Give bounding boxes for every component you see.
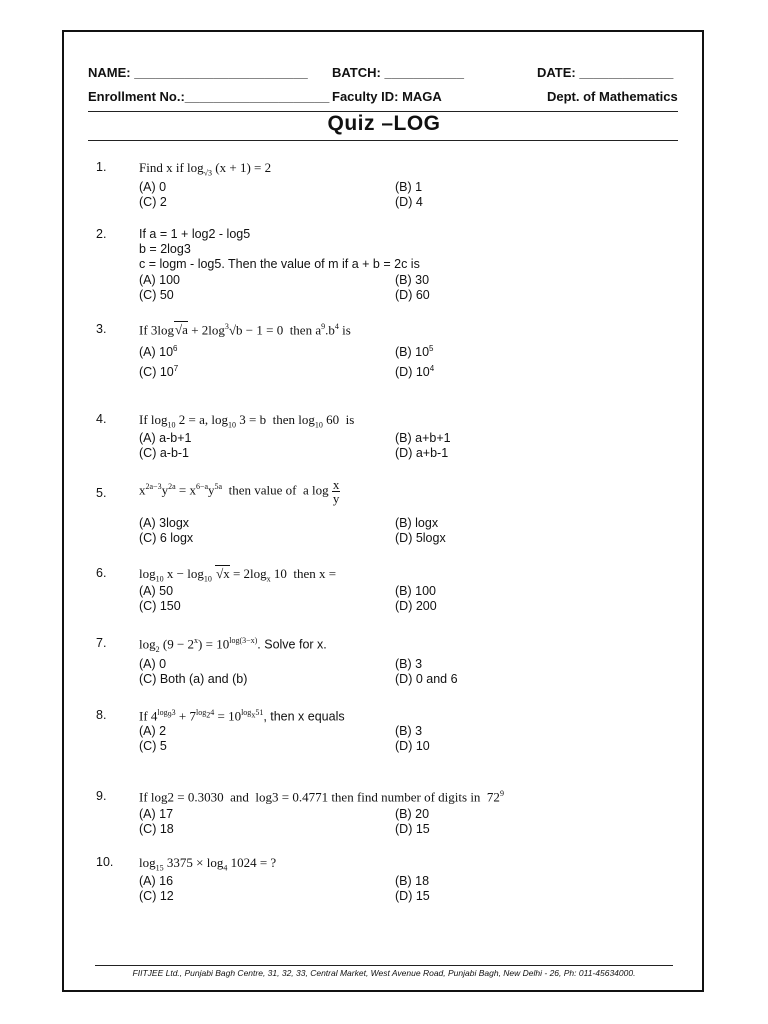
option-c: (C) 12 (139, 889, 174, 903)
question-text: Find x if $\log_{√3} (x + 1) = 2$ (139, 160, 272, 178)
question-number: 7. (96, 636, 107, 650)
option-c: (C) 150 (139, 599, 181, 613)
option-b: (B) 1 (395, 180, 423, 194)
option-a: (A) 2 (139, 724, 167, 738)
option-d: (D) 0 and 6 (395, 672, 458, 686)
option-b: (B) 100 (395, 584, 436, 598)
option-c: (C) 18 (139, 822, 174, 836)
name-field-label: NAME: ________________________ (88, 65, 308, 80)
department: Dept. of Mathematics (547, 89, 678, 104)
option-a: (A) 0 (139, 180, 167, 194)
question-number: 1. (96, 160, 107, 174)
question-text: $\log_2 (9 - 2^x) = 10^{log(3-x)}$. Solve for x. (139, 636, 327, 654)
question-text: $\log_{15} 3375 \times \log_4 1024$ = ? (139, 855, 277, 873)
faculty-id: Faculty ID: MAGA (332, 89, 442, 104)
question-number: 6. (96, 566, 107, 580)
question-line-3: c = logm - log5. Then the value of m if a + b = 2c is (139, 257, 420, 271)
enrollment-field-label: Enrollment No.:____________________ (88, 89, 330, 104)
page-title: Quiz –LOG (327, 112, 441, 135)
option-a: (A) $10^6$ (139, 344, 178, 360)
option-d: (D) 15 (395, 889, 430, 903)
question-line-2: b = 2log3 (139, 242, 191, 256)
option-b: (B) 3 (395, 724, 423, 738)
question-number: 8. (96, 708, 107, 722)
option-c: (C) 5 (139, 739, 167, 753)
question-number: 2. (96, 227, 107, 241)
option-b: (B) 20 (395, 807, 430, 821)
option-c: (C) 6 logx (139, 531, 194, 545)
question-number: 4. (96, 412, 107, 426)
option-b: (B) 30 (395, 273, 430, 287)
option-d: (D) $10^4$ (395, 364, 435, 380)
option-a: (A) 16 (139, 874, 174, 888)
option-d: (D) 200 (395, 599, 437, 613)
question-text: $\log_{10} x - \log_{10} √x = 2\log_x$ 10 then x = (139, 566, 337, 584)
option-a: (A) 50 (139, 584, 174, 598)
title-rule-bottom (88, 140, 678, 141)
option-b: (B) a+b+1 (395, 431, 451, 445)
option-c: (C) Both (a) and (b) (139, 672, 248, 686)
footer-rule (95, 965, 673, 966)
option-b: (B) 18 (395, 874, 430, 888)
question-number: 9. (96, 789, 107, 803)
option-a: (A) 0 (139, 657, 167, 671)
question-number: 3. (96, 322, 107, 336)
option-d: (D) 60 (395, 288, 430, 302)
question-number: 10. (96, 855, 114, 869)
question-text: If log2 = 0.3030 and log3 = 0.4771 then find number of digits in $72^9$ (139, 789, 504, 805)
option-a: (A) 100 (139, 273, 180, 287)
option-d: (D) a+b-1 (395, 446, 449, 460)
question-number: 5. (96, 486, 107, 500)
question-text: $x^{2a-3}y^{2a} = x^{6-a}y^{5a}$ then value of a log $\frac{x}{y}$ (139, 477, 340, 506)
option-b: (B) 3 (395, 657, 423, 671)
option-c: (C) 2 (139, 195, 167, 209)
question-text: If $\log_{10} 2 = a$, $\log_{10} 3 = b$ then $\log_{10} 60$ is (139, 412, 355, 430)
option-d: (D) 10 (395, 739, 430, 753)
option-a: (A) a-b+1 (139, 431, 192, 445)
option-c: (C) $10^7$ (139, 364, 179, 380)
option-b: (B) logx (395, 516, 439, 530)
option-d: (D) 4 (395, 195, 423, 209)
question-text: If $4^{log_93} + 7^{log_24} = 10^{log_x51}$, then x equals (139, 708, 345, 724)
date-field-label: DATE: _____________ (537, 65, 674, 80)
option-c: (C) 50 (139, 288, 174, 302)
batch-field-label: BATCH: ___________ (332, 65, 464, 80)
question-line-1: If a = 1 + log2 - log5 (139, 227, 251, 241)
option-d: (D) 5logx (395, 531, 446, 545)
option-b: (B) $10^5$ (395, 344, 434, 360)
option-a: (A) 17 (139, 807, 174, 821)
option-a: (A) 3logx (139, 516, 190, 530)
option-d: (D) 15 (395, 822, 430, 836)
question-text: If $3\log√a + 2\log^3√b - 1 = 0$ then $a^9.b^4$ is (139, 322, 351, 338)
option-c: (C) a-b-1 (139, 446, 190, 460)
footer-address: FIITJEE Ltd., Punjabi Bagh Centre, 31, 32, 33, Central Market, West Avenue Road, Punjabi Bagh, New Delhi - 26, Ph: 011-45634000. (132, 968, 636, 978)
